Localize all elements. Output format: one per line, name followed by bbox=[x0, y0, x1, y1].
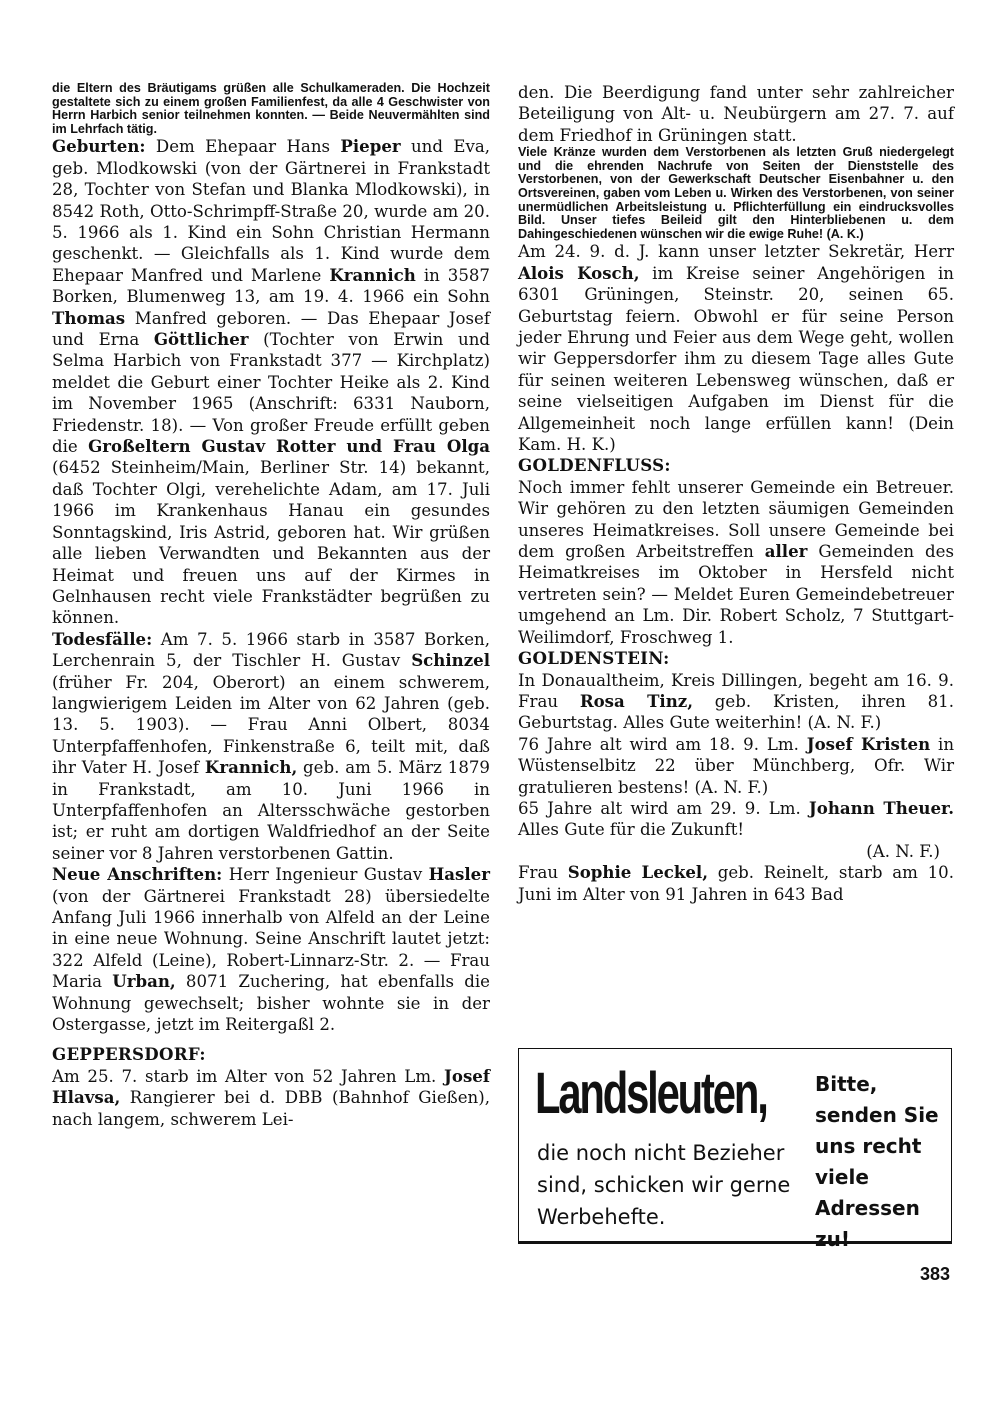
goldenstein-theuer-paragraph: 65 Jahre alt wird am 29. 9. Lm. Johann Theuer. Alles Gute für die Zukunft! (A. N. F.) bbox=[518, 797, 955, 861]
page-number: 383 bbox=[920, 1264, 951, 1284]
deaths-paragraph: Todesfälle: Am 7. 5. 1966 starb in 3587 Borken, Lerchenrain 5, der Tischler H. Gustav Schinzel (früher Fr. 204, Oberort) an einem schwerem, langwierigem Leiden im Alter von 62 Jahren (geb. 13. 5. 1903). — Frau Anni Olbert, 8034 Unterpfaffenhofen, Finkenstraße 6, teilt mit, daß ihr Vater H. Josef Krannich, geb. am 5. März 1879 in Frankstadt, am 10. Juni 1966 in Unterpfaffenhofen an Altersschwäche gestorben ist; er ruht am dortigen Waldfriedhof an der Seite seiner vor 8 Jahren verstorbenen Gattin. bbox=[52, 628, 490, 863]
goldenstein-tinz-paragraph: In Donaualtheim, Kreis Dillingen, begeht am 16. 9. Frau Rosa Tinz, geb. Kristen, ihren 81. Geburtstag. Alles Gute weiterhin! (A. N. F.) bbox=[518, 670, 954, 733]
goldenstein-leckel-paragraph: Frau Sophie Leckel, geb. Reinelt, starb am 10. Juni im Alter von 91 Jahren in 643 Bad bbox=[518, 862, 954, 904]
intro-paragraph: die Eltern des Bräutigams grüßen alle Schulkameraden. Die Hochzeit gestaltete sich zu einem großen Familienfest, da alle 4 Geschwister von Herrn Harbich senior teilnehmen konnten. — Beide Neuvermählten sind im Lehrfach tätig. bbox=[52, 81, 490, 136]
section-heading-goldenstein: GOLDENSTEIN: bbox=[518, 648, 670, 669]
advertisement-box bbox=[518, 1048, 952, 1251]
addresses-label: Neue Anschriften: bbox=[52, 864, 223, 885]
theuer-signature: (A. N. F.) bbox=[866, 841, 940, 861]
wreaths-paragraph: Viele Kränze wurden dem Verstorbenen als letzten Gruß niedergelegt und die ehrenden Nachrufe von Seiten der Dienststelle des Verstorbenen, von der Gewerkschaft Deutscher Eisenbahner u. den Ortsvereinen, gaben vom Leben u. Wirken des Verstorbenen, von seiner unermüdlichen Arbeitsleistung u. Pflichterfüllung ein eindrucksvolles Bild. Unser tiefes Beileid gilt den Hinterbliebenen u. dem Dahingeschiedenen wünschen wir die ewige Ruhe! (A. K.) bbox=[518, 145, 954, 241]
left-column bbox=[52, 82, 490, 1130]
births-label: Geburten: bbox=[52, 136, 146, 157]
geppersdorf-paragraph: Am 25. 7. starb im Alter von 52 Jahren Lm. Josef Hlavsa, Rangierer bei d. DBB (Bahnhof Gießen), nach langem, schwerem Lei- bbox=[52, 1065, 490, 1129]
births-paragraph: Geburten: Dem Ehepaar Hans Pieper und Eva, geb. Mlodkowski (von der Gärtnerei in Frankstadt 28, Tochter von Stefan und Blanka Mlodkowski), in 8542 Roth, Otto-Schrimpff-Straße 20, wurde am 20. 5. 1966 als 1. Kind ein Sohn Christian Hermann geschenkt. — Gleichfalls als 1. Kind wurde dem Ehepaar Manfred und Marlene Krannich in 3587 Borken, Blumenweg 13, am 19. 4. 1966 ein Sohn Thomas Manfred geboren. — Das Ehepaar Josef und Erna Göttlicher (Tochter von Erwin und Selma Harbich von Frankstadt 377 — Kirchplatz) meldet die Geburt einer Tochter Heike als 2. Kind im November 1965 (Anschrift: 6331 Nauborn, Friedenstr. 18). — Von großer Freude erfüllt geben die Großeltern Gustav Rotter und Frau Olga (6452 Steinheim/Main, Berliner Str. 14) bekannt, daß Tochter Olgi, verehelichte Adam, am 17. Juli 1966 im Krankenhaus Hanau ein gesundes Sonntagskind, Iris Astrid, geboren hat. Wir grüßen alle lieben Verwandten und Bekannten aus der Heimat und freuen uns auf der Kirmes in Gelnhausen recht viele Frankstädter begrüßen zu können. bbox=[52, 136, 490, 628]
right-column bbox=[518, 82, 954, 905]
funeral-continuation: den. Die Beerdigung fand unter sehr zahlreicher Beteiligung von Alt- u. Neubürgern am 27. 7. auf dem Friedhof in Grüningen statt. bbox=[518, 83, 954, 145]
goldenstein-kristen-paragraph: 76 Jahre alt wird am 18. 9. Lm. Josef Kristen in Wüstenselbitz 22 über Münchberg, Ofr. Wir gratulieren bestens! (A. N. F.) bbox=[518, 733, 955, 797]
advert-headline: Landsleuten, bbox=[535, 1061, 767, 1126]
advert-side-text: Bitte, senden Sie uns recht viele Adressen zu! bbox=[815, 1072, 939, 1251]
goldenfluss-paragraph: Noch immer fehlt unserer Gemeinde ein Betreuer. Wir gehören zu den letzten säumigen Gemeinden unseres Heimatkreises. Soll unsere Gemeinde bei dem großen Arbeitstreffen aller Gemeinden des Heimatkreises im Oktober in Hersfeld nicht vertreten sein? — Meldet Euren Gemeindebetreuer umgehend an Lm. Dir. Robert Scholz, 7 Stuttgart-Weilimdorf, Froschweg 1. bbox=[518, 477, 954, 647]
section-heading-goldenfluss: GOLDENFLUSS: bbox=[518, 455, 671, 476]
advert-subtext: die noch nicht Bezieher sind, schicken wir gerne Werbehefte. bbox=[537, 1141, 791, 1229]
addresses-paragraph: Neue Anschriften: Herr Ingenieur Gustav Hasler (von der Gärtnerei Frankstadt 28) übersiedelte Anfang Juli 1966 innerhalb von Alfeld an der Leine in eine neue Wohnung. Seine Anschrift lautet jetzt: 322 Alfeld (Leine), Robert-Linnarz-Str. 2. — Frau Maria Urban, 8071 Zuchering, hat ebenfalls die Wohnung gewechselt; bisher wohnte sie in der Ostergasse, jetzt im Reitergaßl 2. bbox=[52, 864, 490, 1035]
section-heading-geppersdorf: GEPPERSDORF: bbox=[52, 1044, 206, 1065]
deaths-label: Todesfälle: bbox=[52, 628, 153, 649]
kosch-paragraph: Am 24. 9. d. J. kann unser letzter Sekretär, Herr Alois Kosch, im Kreise seiner Angehörigen in 6301 Grüningen, Steinstr. 20, seinen 65. Geburtstag feiern. Obwohl er für seine Person jeder Ehrung und Feier aus dem Wege geht, wollen wir Geppersdorfer ihm zu diesem Tage alles Gute für seinen weiteren Lebensweg wünschen, daß er seine vielseitigen Aufgaben im Dienst für die Allgemeinheit noch lange erfüllen kann! (Dein Kam. H. K.) bbox=[518, 242, 954, 455]
